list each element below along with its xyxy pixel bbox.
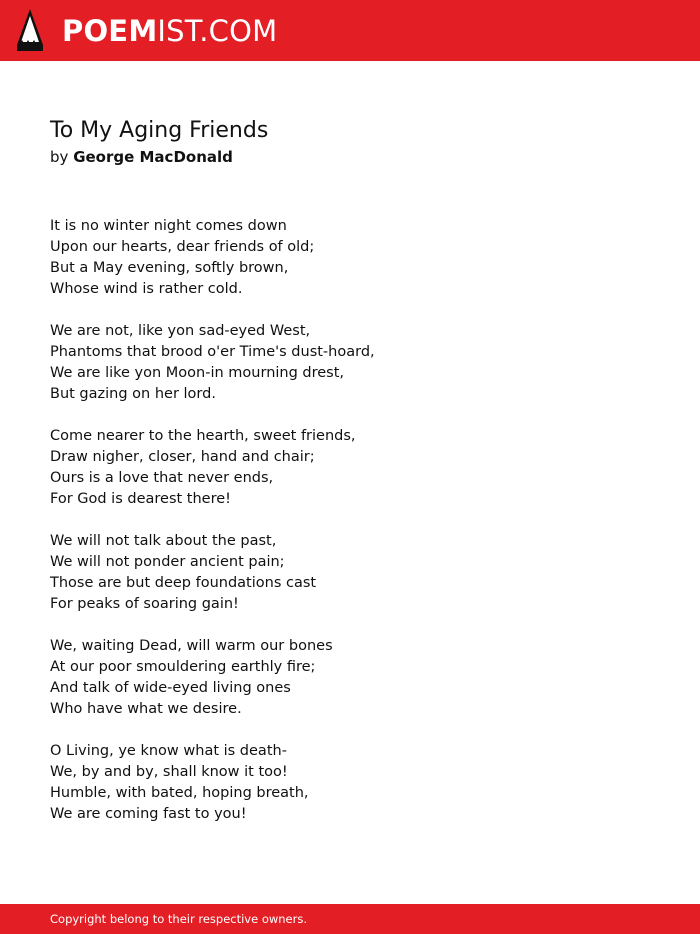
poem-content — [50, 117, 650, 846]
poem-line: Ours is a love that never ends, — [50, 470, 274, 486]
copyright-notice: Copyright belong to their respective owners. — [50, 912, 308, 926]
poem-line: We, waiting Dead, will warm our bones — [50, 638, 333, 654]
poem-line: We are not, like yon sad-eyed West, — [50, 323, 311, 339]
stanza — [50, 741, 650, 825]
poem-line: Draw nigher, closer, hand and chair; — [50, 449, 315, 465]
poem-line: We will not talk about the past, — [50, 533, 277, 549]
poem-line: O Living, ye know what is death- — [50, 743, 287, 759]
poem-line: Phantoms that brood o'er Time's dust-hoard, — [50, 344, 375, 360]
poem-line: We will not ponder ancient pain; — [50, 554, 285, 570]
logo-text-bold: POEM — [62, 14, 158, 48]
byline-prefix: by — [50, 148, 69, 166]
poem-line: But gazing on her lord. — [50, 386, 216, 402]
poem-body — [50, 216, 650, 825]
site-header — [0, 0, 700, 61]
poem-line: But a May evening, softly brown, — [50, 260, 289, 276]
site-footer — [0, 904, 700, 934]
poem-line: Upon our hearts, dear friends of old; — [50, 239, 315, 255]
stanza — [50, 636, 650, 720]
poem-line: Come nearer to the hearth, sweet friends, — [50, 428, 356, 444]
poem-line: We, by and by, shall know it too! — [50, 764, 288, 780]
stanza — [50, 216, 650, 300]
pencil-tip-icon — [17, 9, 43, 51]
poem-line: For peaks of soaring gain! — [50, 596, 239, 612]
poem-line: Whose wind is rather cold. — [50, 281, 243, 297]
site-logo[interactable] — [62, 13, 277, 49]
stanza — [50, 426, 650, 510]
poem-line: Who have what we desire. — [50, 701, 242, 717]
stanza — [50, 531, 650, 615]
stanza — [50, 321, 650, 405]
poem-line: And talk of wide-eyed living ones — [50, 680, 291, 696]
poem-line: Those are but deep foundations cast — [50, 575, 317, 591]
poem-line: At our poor smouldering earthly fire; — [50, 659, 316, 675]
poem-line: We are like yon Moon-in mourning drest, — [50, 365, 345, 381]
poem-line: For God is dearest there! — [50, 491, 231, 507]
poem-author: George MacDonald — [73, 148, 233, 166]
logo-text-light: IST.COM — [157, 14, 278, 48]
poem-title: To My Aging Friends — [50, 118, 269, 143]
poem-line: Humble, with bated, hoping breath, — [50, 785, 309, 801]
poem-line: It is no winter night comes down — [50, 218, 287, 234]
poem-byline — [50, 147, 650, 167]
poem-line: We are coming fast to you! — [50, 806, 247, 822]
